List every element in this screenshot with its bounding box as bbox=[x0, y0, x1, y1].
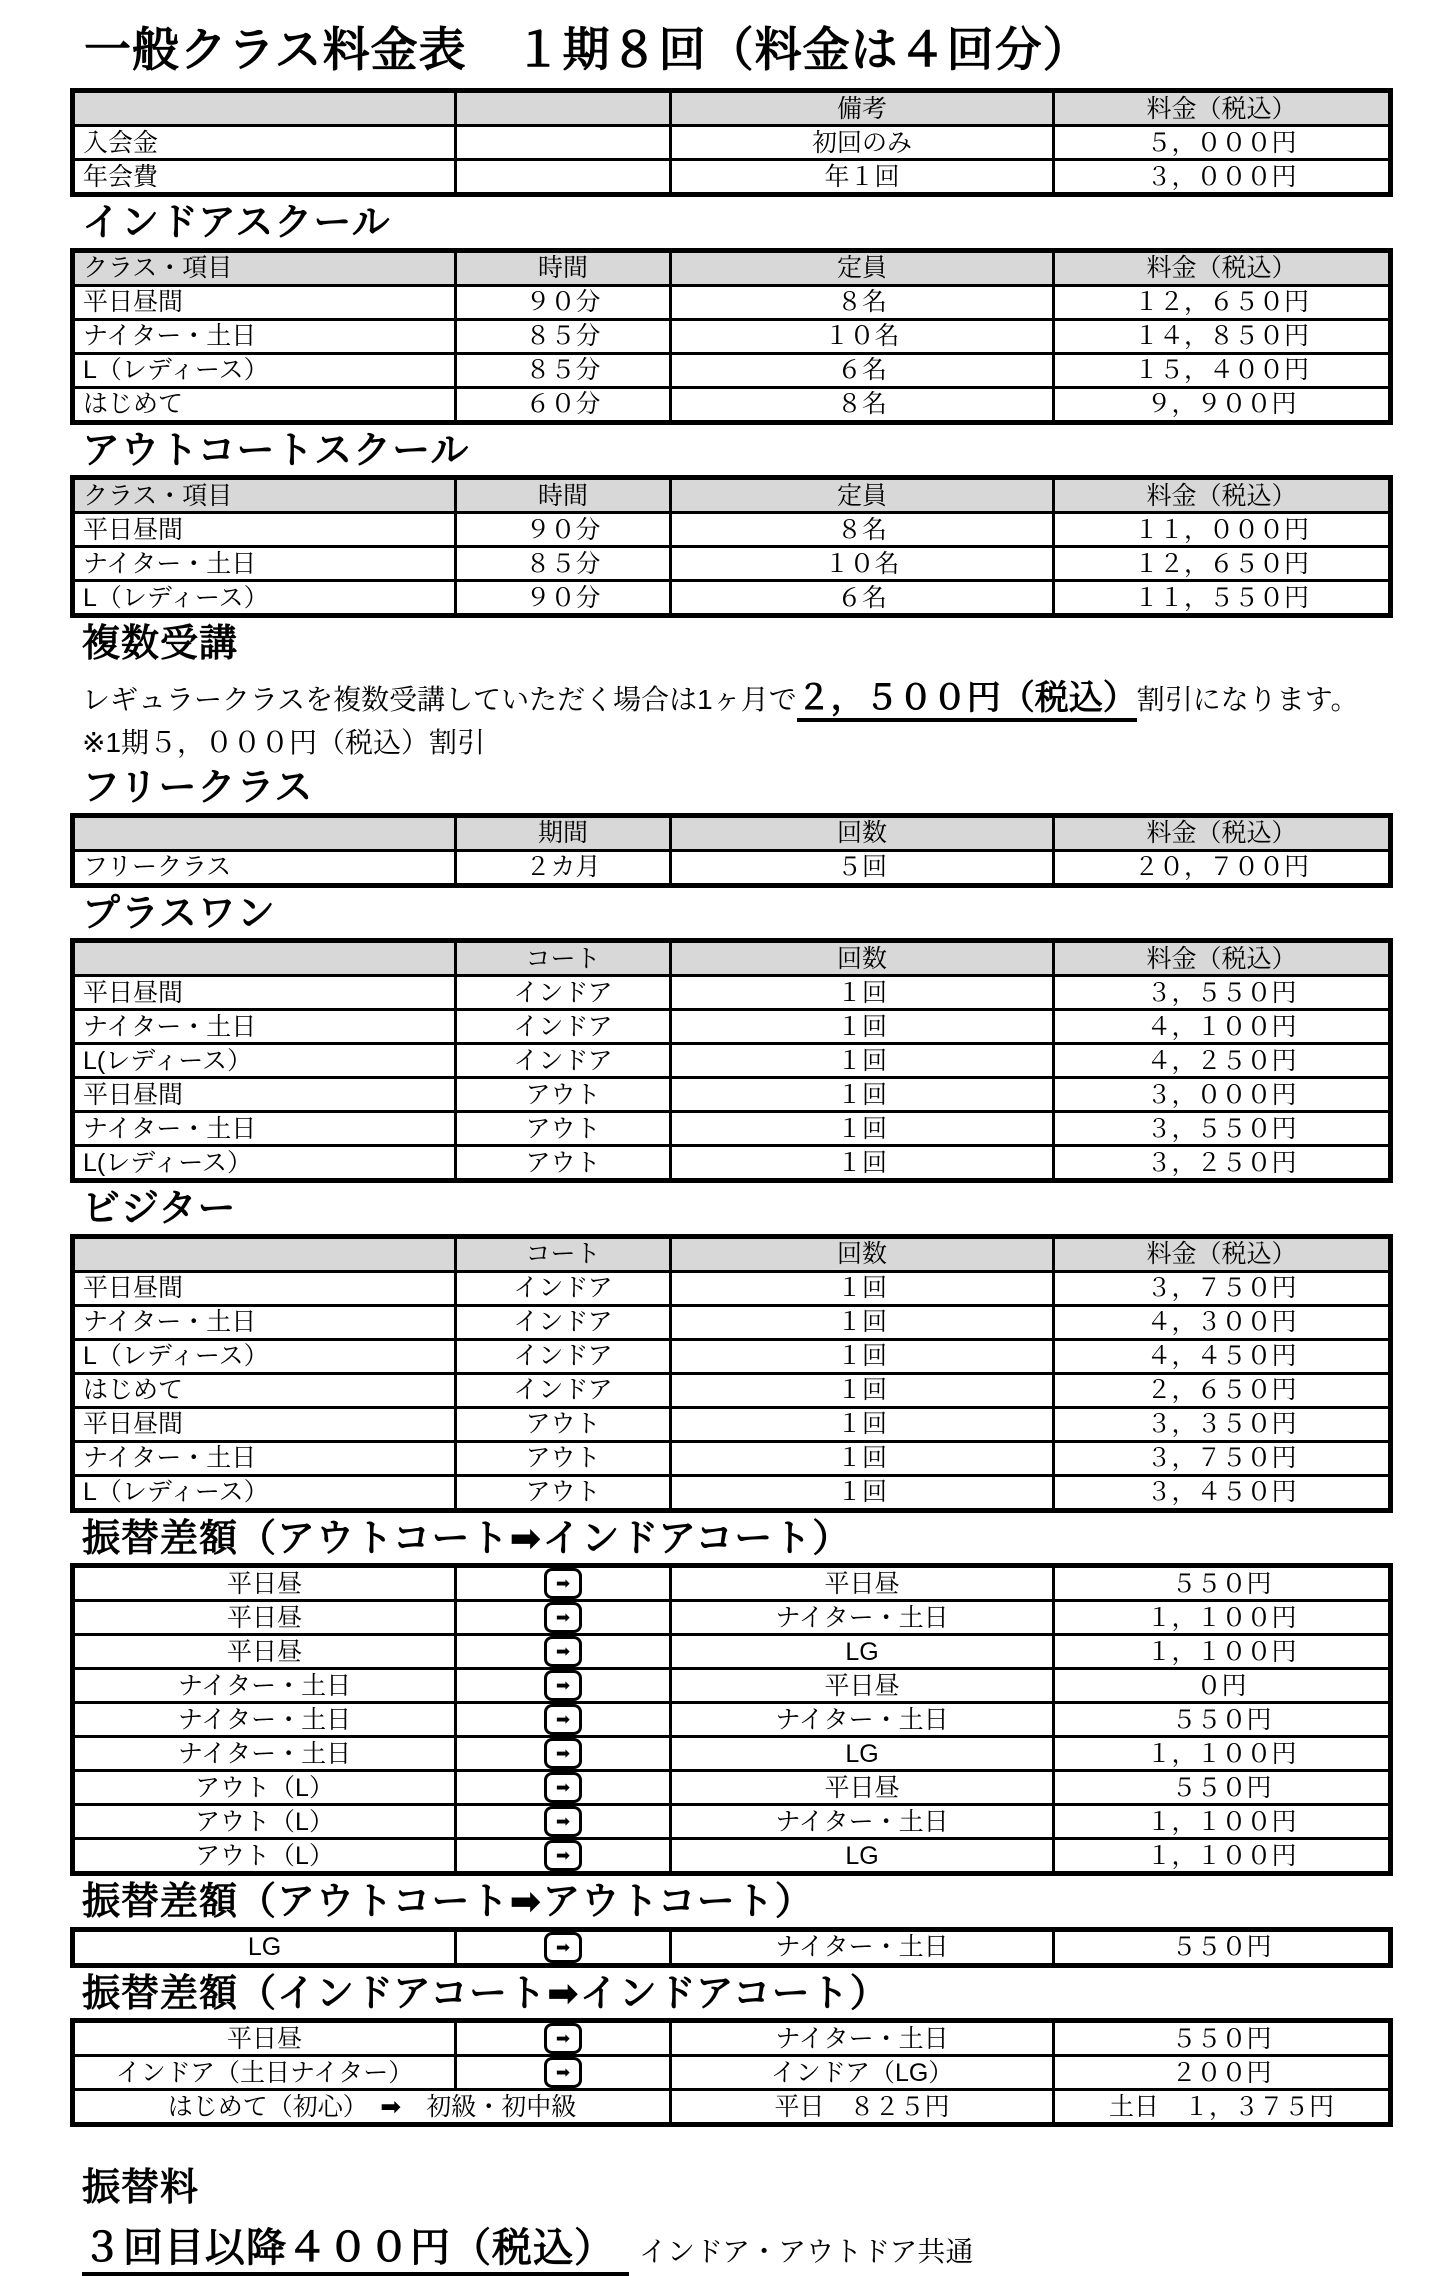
cell: ６名 bbox=[671, 581, 1054, 616]
price-cell: １，１００円 bbox=[1054, 1601, 1391, 1635]
price-cell: ５，０００円 bbox=[1054, 126, 1391, 160]
price-cell: １５，４００円 bbox=[1054, 353, 1391, 387]
price-cell: １４，８５０円 bbox=[1054, 319, 1391, 353]
price-cell: ４，１００円 bbox=[1054, 1010, 1391, 1044]
cell: インドア bbox=[456, 1305, 671, 1339]
arrow-cell bbox=[456, 1669, 671, 1703]
price-cell: ３，０００円 bbox=[1054, 160, 1391, 195]
table-row bbox=[73, 581, 1391, 616]
to-class-cell: ナイター・土日 bbox=[671, 1805, 1054, 1839]
table-row bbox=[73, 1929, 1391, 1965]
price-cell: ３，７５０円 bbox=[1054, 1271, 1391, 1305]
column-header bbox=[456, 91, 671, 126]
price-cell: ２０，７００円 bbox=[1054, 850, 1391, 885]
column-header: 回数 bbox=[671, 941, 1054, 976]
right-arrow-icon: ➡ bbox=[544, 1636, 582, 1667]
cell bbox=[456, 126, 671, 160]
section-heading-plus-one: プラスワン bbox=[82, 892, 276, 935]
right-arrow-icon: ➡ bbox=[544, 1772, 582, 1803]
plus-one-table bbox=[70, 938, 1393, 1183]
cell: 平日昼間 bbox=[73, 285, 456, 319]
from-class-cell: LG bbox=[73, 1929, 456, 1965]
cell: アウト bbox=[456, 1112, 671, 1146]
cell: インドア bbox=[456, 1339, 671, 1373]
cell: L（レディース） bbox=[73, 1339, 456, 1373]
cell: 平日昼間 bbox=[73, 976, 456, 1010]
cell: インドア bbox=[456, 1271, 671, 1305]
cell: ナイター・土日 bbox=[73, 319, 456, 353]
table-row bbox=[73, 1737, 1391, 1771]
table-row bbox=[73, 1044, 1391, 1078]
from-class-cell: インドア（土日ナイター） bbox=[73, 2056, 456, 2090]
cell: １回 bbox=[671, 1373, 1054, 1407]
price-cell: １１，５５０円 bbox=[1054, 581, 1391, 616]
from-class-cell: アウト（L） bbox=[73, 1805, 456, 1839]
to-class-cell: ナイター・土日 bbox=[671, 1929, 1054, 1965]
price-cell: ３，５５０円 bbox=[1054, 976, 1391, 1010]
right-arrow-icon: ➡ bbox=[544, 1670, 582, 1701]
section-heading-transfer-indoor-to-indoor: 振替差額（インドアコート➡インドアコート） bbox=[82, 1972, 889, 2015]
transfer-fee-line bbox=[82, 2216, 1390, 2273]
cell: １回 bbox=[671, 1441, 1054, 1475]
cell: 年会費 bbox=[73, 160, 456, 195]
column-header bbox=[73, 91, 456, 126]
from-class-cell: ナイター・土日 bbox=[73, 1703, 456, 1737]
cell: 年１回 bbox=[671, 160, 1054, 195]
arrow-cell bbox=[456, 1771, 671, 1805]
price-cell: ２００円 bbox=[1054, 2056, 1391, 2090]
column-header: 料金（税込） bbox=[1054, 815, 1391, 850]
column-header: 料金（税込） bbox=[1054, 91, 1391, 126]
cell: １回 bbox=[671, 1339, 1054, 1373]
cell: はじめて bbox=[73, 387, 456, 422]
from-class-cell: ナイター・土日 bbox=[73, 1669, 456, 1703]
from-class-cell: アウト（L） bbox=[73, 1839, 456, 1874]
header-row bbox=[73, 815, 1391, 850]
section-heading-free-class: フリークラス bbox=[82, 767, 314, 810]
table-row bbox=[73, 1339, 1391, 1373]
column-header: 料金（税込） bbox=[1054, 941, 1391, 976]
right-arrow-icon: ➡ bbox=[544, 1704, 582, 1735]
table-row bbox=[73, 2056, 1391, 2090]
column-header: 定員 bbox=[671, 478, 1054, 513]
table-row bbox=[73, 1271, 1391, 1305]
to-class-cell: ナイター・土日 bbox=[671, 2021, 1054, 2056]
cell: １回 bbox=[671, 1271, 1054, 1305]
cell: ９０分 bbox=[456, 581, 671, 616]
cell: １回 bbox=[671, 1305, 1054, 1339]
cell: インドア bbox=[456, 976, 671, 1010]
header-row bbox=[73, 91, 1391, 126]
cell: １回 bbox=[671, 1078, 1054, 1112]
column-header: コート bbox=[456, 1236, 671, 1271]
table-row bbox=[73, 160, 1391, 195]
table-row bbox=[73, 1669, 1391, 1703]
cell: ８名 bbox=[671, 513, 1054, 547]
from-class-cell: 平日昼 bbox=[73, 1601, 456, 1635]
cell: ６名 bbox=[671, 353, 1054, 387]
cell: ２カ月 bbox=[456, 850, 671, 885]
arrow-cell bbox=[456, 1839, 671, 1874]
table-row bbox=[73, 1112, 1391, 1146]
right-arrow-icon: ➡ bbox=[544, 1806, 582, 1837]
price-cell: ３，５５０円 bbox=[1054, 1112, 1391, 1146]
cell: アウト bbox=[456, 1407, 671, 1441]
cell: ナイター・土日 bbox=[73, 1112, 456, 1146]
transfer-out-to-indoor-table bbox=[70, 1563, 1393, 1876]
header-row bbox=[73, 1236, 1391, 1271]
column-header: 期間 bbox=[456, 815, 671, 850]
table-row bbox=[73, 1407, 1391, 1441]
cell: １０名 bbox=[671, 547, 1054, 581]
price-cell: 平日 ８２５円 bbox=[671, 2090, 1054, 2125]
cell: ナイター・土日 bbox=[73, 1305, 456, 1339]
merged-class-cell: はじめて（初心） ➡ 初級・初中級 bbox=[73, 2090, 671, 2125]
cell: ナイター・土日 bbox=[73, 1010, 456, 1044]
right-arrow-icon: ➡ bbox=[544, 2023, 582, 2054]
price-cell: ５５０円 bbox=[1054, 1703, 1391, 1737]
section-heading-transfer-out-to-out: 振替差額（アウトコート➡アウトコート） bbox=[82, 1881, 814, 1924]
cell: L（レディース） bbox=[73, 353, 456, 387]
price-cell: ２，６５０円 bbox=[1054, 1373, 1391, 1407]
price-cell: ３，３５０円 bbox=[1054, 1407, 1391, 1441]
cell: １回 bbox=[671, 1146, 1054, 1181]
price-cell: ５５０円 bbox=[1054, 1566, 1391, 1601]
to-class-cell: LG bbox=[671, 1737, 1054, 1771]
arrow-cell bbox=[456, 1929, 671, 1965]
cell bbox=[456, 160, 671, 195]
section-heading-indoor-school: インドアスクール bbox=[82, 202, 391, 245]
column-header: 時間 bbox=[456, 478, 671, 513]
to-class-cell: 平日昼 bbox=[671, 1771, 1054, 1805]
visitor-table bbox=[70, 1234, 1393, 1513]
cell: アウト bbox=[456, 1441, 671, 1475]
to-class-cell: インドア（LG） bbox=[671, 2056, 1054, 2090]
table-row bbox=[73, 285, 1391, 319]
table-row bbox=[73, 1703, 1391, 1737]
cell: 平日昼間 bbox=[73, 1078, 456, 1112]
table-row bbox=[73, 850, 1391, 885]
multi-course-text-post: 割引になります。 bbox=[1136, 684, 1359, 716]
cell: アウト bbox=[456, 1475, 671, 1510]
to-class-cell: LG bbox=[671, 1635, 1054, 1669]
column-header: クラス・項目 bbox=[73, 478, 456, 513]
section-heading-transfer-fee: 振替料 bbox=[82, 2167, 200, 2210]
table-row bbox=[73, 387, 1391, 422]
header-row bbox=[73, 250, 1391, 285]
price-cell: ３，７５０円 bbox=[1054, 1441, 1391, 1475]
cell: １回 bbox=[671, 976, 1054, 1010]
transfer-indoor-to-indoor-table bbox=[70, 2018, 1393, 2127]
to-class-cell: ナイター・土日 bbox=[671, 1703, 1054, 1737]
cell: ナイター・土日 bbox=[73, 547, 456, 581]
column-header: クラス・項目 bbox=[73, 250, 456, 285]
table-row bbox=[73, 1635, 1391, 1669]
to-class-cell: 平日昼 bbox=[671, 1566, 1054, 1601]
price-cell: １，１００円 bbox=[1054, 1805, 1391, 1839]
from-class-cell: 平日昼 bbox=[73, 1635, 456, 1669]
cell: インドア bbox=[456, 1044, 671, 1078]
right-arrow-icon: ➡ bbox=[544, 1568, 582, 1599]
price-cell: ０円 bbox=[1054, 1669, 1391, 1703]
table-row bbox=[73, 353, 1391, 387]
price-cell: ３，４５０円 bbox=[1054, 1475, 1391, 1510]
column-header: 時間 bbox=[456, 250, 671, 285]
header-row bbox=[73, 478, 1391, 513]
column-header: 料金（税込） bbox=[1054, 250, 1391, 285]
price-cell: １，１００円 bbox=[1054, 1839, 1391, 1874]
section-heading-multi-course: 複数受講 bbox=[82, 623, 239, 666]
indoor-school-table bbox=[70, 248, 1393, 425]
cell: 平日昼間 bbox=[73, 1271, 456, 1305]
membership-fee-table bbox=[70, 88, 1393, 197]
cell: フリークラス bbox=[73, 850, 456, 885]
cell: アウト bbox=[456, 1078, 671, 1112]
table-row bbox=[73, 1805, 1391, 1839]
price-cell: １，１００円 bbox=[1054, 1635, 1391, 1669]
table-row bbox=[73, 1566, 1391, 1601]
table-row bbox=[73, 1146, 1391, 1181]
column-header: 料金（税込） bbox=[1054, 1236, 1391, 1271]
cell: ８名 bbox=[671, 285, 1054, 319]
cell: 入会金 bbox=[73, 126, 456, 160]
table-row bbox=[73, 1305, 1391, 1339]
cell: L（レディース） bbox=[73, 581, 456, 616]
arrow-cell bbox=[456, 1635, 671, 1669]
price-cell: ３，０００円 bbox=[1054, 1078, 1391, 1112]
price-cell: ５５０円 bbox=[1054, 2021, 1391, 2056]
arrow-cell bbox=[456, 2056, 671, 2090]
cell: ９０分 bbox=[456, 513, 671, 547]
column-header: コート bbox=[456, 941, 671, 976]
table-row bbox=[73, 976, 1391, 1010]
multi-course-text bbox=[82, 670, 1390, 719]
table-row bbox=[73, 1078, 1391, 1112]
arrow-cell bbox=[456, 1703, 671, 1737]
table-row bbox=[73, 1441, 1391, 1475]
header-row bbox=[73, 941, 1391, 976]
table-row bbox=[73, 1373, 1391, 1407]
multi-course-note: ※1期５，０００円（税込）割引 bbox=[82, 727, 486, 759]
price-cell: ３，２５０円 bbox=[1054, 1146, 1391, 1181]
price-cell: ４，２５０円 bbox=[1054, 1044, 1391, 1078]
to-class-cell: 平日昼 bbox=[671, 1669, 1054, 1703]
right-arrow-icon: ➡ bbox=[544, 2057, 582, 2088]
table-row bbox=[73, 319, 1391, 353]
cell: L(レディース） bbox=[73, 1146, 456, 1181]
table-row bbox=[73, 1601, 1391, 1635]
cell: ８５分 bbox=[456, 353, 671, 387]
price-cell: １１，０００円 bbox=[1054, 513, 1391, 547]
table-row bbox=[73, 1771, 1391, 1805]
arrow-cell bbox=[456, 1566, 671, 1601]
column-header bbox=[73, 815, 456, 850]
table-row bbox=[73, 1475, 1391, 1510]
section-heading-outdoor-school: アウトコートスクール bbox=[82, 429, 470, 472]
cell: L(レディース） bbox=[73, 1044, 456, 1078]
cell: ９０分 bbox=[456, 285, 671, 319]
column-header: 定員 bbox=[671, 250, 1054, 285]
cell: １０名 bbox=[671, 319, 1054, 353]
right-arrow-icon: ➡ bbox=[544, 1840, 582, 1871]
price-cell: ４，４５０円 bbox=[1054, 1339, 1391, 1373]
outdoor-school-table bbox=[70, 475, 1393, 618]
price-cell: ９，９００円 bbox=[1054, 387, 1391, 422]
free-class-table bbox=[70, 813, 1393, 888]
page-title: 一般クラス料金表 １期８回（料金は４回分） bbox=[84, 23, 1091, 76]
table-row bbox=[73, 547, 1391, 581]
cell: 初回のみ bbox=[671, 126, 1054, 160]
cell: １回 bbox=[671, 1475, 1054, 1510]
arrow-cell bbox=[456, 1737, 671, 1771]
cell: １回 bbox=[671, 1044, 1054, 1078]
cell: はじめて bbox=[73, 1373, 456, 1407]
column-header: 回数 bbox=[671, 1236, 1054, 1271]
from-class-cell: 平日昼 bbox=[73, 1566, 456, 1601]
column-header: 回数 bbox=[671, 815, 1054, 850]
cell: ナイター・土日 bbox=[73, 1441, 456, 1475]
price-cell: ５５０円 bbox=[1054, 1929, 1391, 1965]
cell: ６０分 bbox=[456, 387, 671, 422]
table-row bbox=[73, 513, 1391, 547]
table-row bbox=[73, 126, 1391, 160]
cell: アウト bbox=[456, 1146, 671, 1181]
to-class-cell: ナイター・土日 bbox=[671, 1601, 1054, 1635]
cell: １回 bbox=[671, 1112, 1054, 1146]
multi-course-text-pre: レギュラークラスを複数受講していただく場合は1ヶ月で bbox=[82, 684, 797, 716]
right-arrow-icon: ➡ bbox=[544, 1738, 582, 1769]
cell: ５回 bbox=[671, 850, 1054, 885]
from-class-cell: 平日昼 bbox=[73, 2021, 456, 2056]
right-arrow-icon: ➡ bbox=[544, 1932, 582, 1963]
cell: 平日昼間 bbox=[73, 513, 456, 547]
right-arrow-icon: ➡ bbox=[544, 1602, 582, 1633]
transfer-fee-note: インドア・アウトドア共通 bbox=[639, 2235, 974, 2267]
to-class-cell: LG bbox=[671, 1839, 1054, 1874]
cell: インドア bbox=[456, 1010, 671, 1044]
multi-course-discount-amount: ２，５００円（税込） bbox=[797, 679, 1137, 722]
column-header bbox=[73, 1236, 456, 1271]
cell: ８５分 bbox=[456, 319, 671, 353]
table-row bbox=[73, 2021, 1391, 2056]
price-cell: ４，３００円 bbox=[1054, 1305, 1391, 1339]
price-cell: １２，６５０円 bbox=[1054, 285, 1391, 319]
table-row bbox=[73, 1839, 1391, 1874]
cell: １回 bbox=[671, 1010, 1054, 1044]
price-cell: ５５０円 bbox=[1054, 1771, 1391, 1805]
table-row bbox=[73, 2090, 1391, 2125]
table-row bbox=[73, 1010, 1391, 1044]
section-heading-visitor: ビジター bbox=[82, 1188, 237, 1231]
column-header: 備考 bbox=[671, 91, 1054, 126]
from-class-cell: アウト（L） bbox=[73, 1771, 456, 1805]
cell: インドア bbox=[456, 1373, 671, 1407]
section-heading-transfer-out-to-indoor: 振替差額（アウトコート➡インドアコート） bbox=[82, 1517, 852, 1560]
arrow-cell bbox=[456, 2021, 671, 2056]
cell: L（レディース） bbox=[73, 1475, 456, 1510]
column-header: 料金（税込） bbox=[1054, 478, 1391, 513]
price-cell: １，１００円 bbox=[1054, 1737, 1391, 1771]
arrow-cell bbox=[456, 1805, 671, 1839]
transfer-out-to-out-table bbox=[70, 1927, 1393, 1968]
cell: 平日昼間 bbox=[73, 1407, 456, 1441]
cell: ８５分 bbox=[456, 547, 671, 581]
transfer-fee-amount: ３回目以降４００円（税込） bbox=[82, 2226, 629, 2276]
price-cell: １２，６５０円 bbox=[1054, 547, 1391, 581]
price-cell: 土日 １，３７５円 bbox=[1054, 2090, 1391, 2125]
column-header bbox=[73, 941, 456, 976]
from-class-cell: ナイター・土日 bbox=[73, 1737, 456, 1771]
arrow-cell bbox=[456, 1601, 671, 1635]
cell: ８名 bbox=[671, 387, 1054, 422]
cell: １回 bbox=[671, 1407, 1054, 1441]
